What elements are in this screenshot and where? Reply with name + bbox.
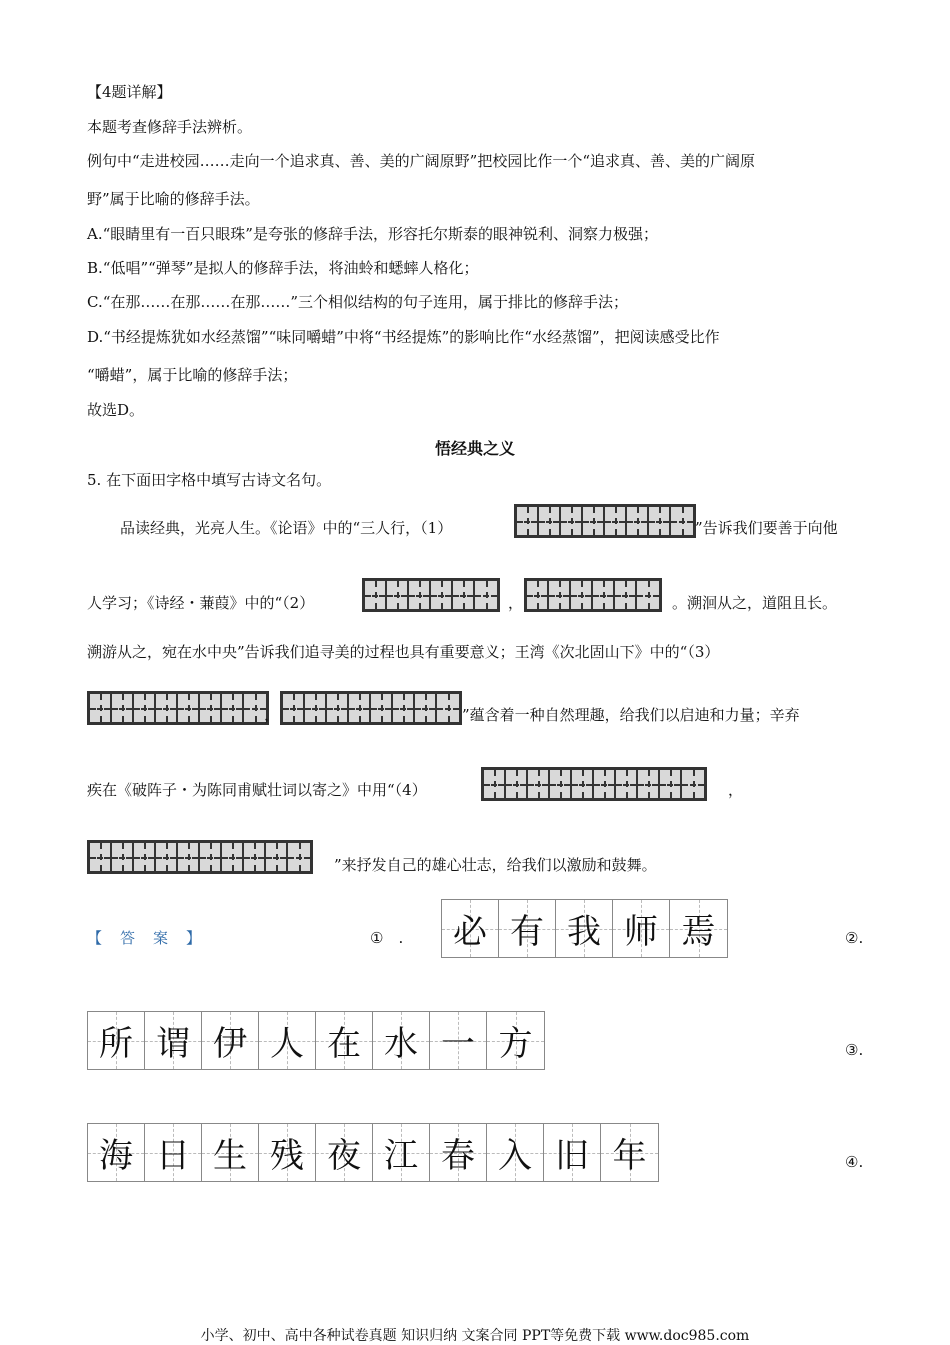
explanation-example-line1: 例句中“走进校园……走向一个追求真、善、美的广阔原野”把校园比作一个“追求真、善、美的广阔原 bbox=[87, 152, 756, 170]
answer-character: 残 bbox=[270, 1136, 304, 1176]
answer-marker-3: ③. bbox=[845, 1041, 864, 1059]
blank-cell bbox=[475, 581, 497, 609]
question-p1a: 品读经典，光亮人生。《论语》中的“三人行，（1） bbox=[120, 519, 453, 537]
answer-cell bbox=[145, 1012, 202, 1069]
answer-grid-2 bbox=[87, 1011, 545, 1070]
option-b: B.“低唱”“弹琴”是拟人的修辞手法，将油蛉和蟋蟀人格化； bbox=[87, 259, 479, 277]
blank-cell bbox=[671, 507, 693, 535]
answer-cell bbox=[556, 900, 613, 957]
answer-cell bbox=[430, 1012, 487, 1069]
question-p1b: ”告诉我们要善于向他 bbox=[695, 519, 838, 537]
blank-cell bbox=[305, 694, 327, 722]
answer-character: 在 bbox=[327, 1024, 361, 1064]
answer-label: 【答案】 bbox=[87, 929, 220, 947]
blank-cell bbox=[349, 694, 371, 722]
answer-character: 生 bbox=[213, 1136, 247, 1176]
question-p2-comma: ， bbox=[508, 594, 524, 612]
blank-cell bbox=[409, 581, 431, 609]
section-heading: 悟经典之义 bbox=[434, 439, 515, 458]
blank-cell bbox=[484, 770, 506, 798]
answer-cell bbox=[373, 1124, 430, 1181]
blank-cell bbox=[638, 770, 660, 798]
blank-grid-4a bbox=[481, 767, 707, 801]
blank-cell bbox=[387, 581, 409, 609]
blank-cell bbox=[561, 507, 583, 535]
blank-cell bbox=[660, 770, 682, 798]
blank-cell bbox=[550, 770, 572, 798]
answer-cell bbox=[202, 1012, 259, 1069]
answer-character: 伊 bbox=[213, 1024, 247, 1064]
question-p3: 溯游从之，宛在水中央”告诉我们追寻美的过程也具有重要意义；王湾《次北固山下》中的“（3） bbox=[87, 643, 720, 661]
blank-cell bbox=[90, 694, 112, 722]
option-c: C.“在那……在那……在那……”三个相似结构的句子连用，属于排比的修辞手法； bbox=[87, 293, 629, 311]
blank-cell bbox=[134, 694, 156, 722]
answer-cell bbox=[487, 1124, 544, 1181]
answer-character: 水 bbox=[384, 1024, 418, 1064]
blank-cell bbox=[549, 581, 571, 609]
blank-cell bbox=[437, 694, 459, 722]
answer-cell bbox=[202, 1124, 259, 1181]
answer-cell bbox=[259, 1012, 316, 1069]
blank-cell bbox=[288, 843, 310, 871]
blank-cell bbox=[283, 694, 305, 722]
blank-cell bbox=[365, 581, 387, 609]
blank-cell bbox=[178, 843, 200, 871]
answer-grid-3 bbox=[87, 1123, 659, 1182]
answer-marker-1: ① . bbox=[370, 929, 404, 947]
answer-cell bbox=[259, 1124, 316, 1181]
answer-cell bbox=[88, 1012, 145, 1069]
blank-cell bbox=[327, 694, 349, 722]
question-p6b: ”来抒发自己的雄心壮志，给我们以激励和鼓舞。 bbox=[334, 856, 657, 874]
blank-grid-1 bbox=[514, 504, 696, 538]
explanation-title: 【4题详解】 bbox=[87, 83, 172, 101]
question-prompt: 5. 在下面田字格中填写古诗文名句。 bbox=[87, 471, 332, 489]
answer-character: 师 bbox=[624, 912, 658, 952]
question-p2a: 人学习；《诗经・蒹葭》中的“（2） bbox=[87, 594, 315, 612]
answer-character: 焉 bbox=[681, 912, 716, 952]
blank-cell bbox=[178, 694, 200, 722]
blank-cell bbox=[615, 581, 637, 609]
answer-cell bbox=[613, 900, 670, 957]
answer-character: 一 bbox=[441, 1024, 475, 1064]
option-d-line1: D.“书经提炼犹如水经蒸馏”“味同嚼蜡”中将“书经提炼”的影响比作“水经蒸馏”，把阅读感受比作 bbox=[87, 328, 720, 346]
blank-cell bbox=[528, 770, 550, 798]
answer-cell bbox=[544, 1124, 601, 1181]
answer-character: 夜 bbox=[327, 1136, 361, 1176]
blank-cell bbox=[266, 843, 288, 871]
explanation-example-line2: 野”属于比喻的修辞手法。 bbox=[87, 190, 260, 208]
question-p4-comma: ， bbox=[264, 706, 280, 724]
answer-cell bbox=[487, 1012, 544, 1069]
blank-cell bbox=[112, 694, 134, 722]
blank-grid-3b bbox=[280, 691, 462, 725]
blank-cell bbox=[539, 507, 561, 535]
answer-character: 入 bbox=[498, 1136, 532, 1176]
blank-cell bbox=[200, 694, 222, 722]
blank-cell bbox=[415, 694, 437, 722]
blank-cell bbox=[506, 770, 528, 798]
blank-cell bbox=[244, 694, 266, 722]
answer-cell bbox=[601, 1124, 658, 1181]
blank-grid-4b bbox=[87, 840, 313, 874]
answer-character: 有 bbox=[510, 912, 544, 952]
question-p2b: 。溯洄从之，道阻且长。 bbox=[672, 594, 838, 612]
answer-cell bbox=[499, 900, 556, 957]
blank-cell bbox=[156, 843, 178, 871]
blank-cell bbox=[222, 694, 244, 722]
blank-cell bbox=[616, 770, 638, 798]
blank-cell bbox=[572, 770, 594, 798]
blank-cell bbox=[527, 581, 549, 609]
blank-cell bbox=[393, 694, 415, 722]
explanation-intro: 本题考查修辞手法辨析。 bbox=[87, 118, 253, 136]
answer-cell bbox=[88, 1124, 145, 1181]
answer-character: 人 bbox=[270, 1024, 304, 1064]
answer-cell bbox=[442, 900, 499, 957]
blank-cell bbox=[571, 581, 593, 609]
blank-cell bbox=[637, 581, 659, 609]
question-p5a: 疾在《破阵子・为陈同甫赋壮词以寄之》中用“（4） bbox=[87, 781, 427, 799]
answer-character: 方 bbox=[498, 1024, 533, 1064]
answer-cell bbox=[430, 1124, 487, 1181]
answer-marker-2: ②. bbox=[845, 929, 864, 947]
answer-grid-1 bbox=[441, 899, 728, 958]
answer-marker-4: ④. bbox=[845, 1153, 864, 1171]
answer-cell bbox=[373, 1012, 430, 1069]
blank-cell bbox=[112, 843, 134, 871]
blank-cell bbox=[605, 507, 627, 535]
answer-character: 年 bbox=[612, 1136, 647, 1176]
blank-cell bbox=[594, 770, 616, 798]
answer-cell bbox=[145, 1124, 202, 1181]
blank-cell bbox=[156, 694, 178, 722]
conclusion: 故选D。 bbox=[87, 401, 145, 419]
answer-character: 我 bbox=[567, 912, 601, 952]
question-p5-comma: ， bbox=[728, 781, 744, 799]
answer-character: 所 bbox=[99, 1024, 133, 1064]
answer-character: 海 bbox=[99, 1136, 133, 1176]
blank-cell bbox=[593, 581, 615, 609]
answer-character: 谓 bbox=[156, 1024, 190, 1064]
blank-grid-2b bbox=[524, 578, 662, 612]
answer-cell bbox=[316, 1012, 373, 1069]
blank-grid-2a bbox=[362, 578, 500, 612]
blank-grid-3a bbox=[87, 691, 269, 725]
answer-character: 江 bbox=[384, 1136, 418, 1176]
blank-cell bbox=[627, 507, 649, 535]
blank-cell bbox=[222, 843, 244, 871]
blank-cell bbox=[682, 770, 704, 798]
blank-cell bbox=[583, 507, 605, 535]
blank-cell bbox=[431, 581, 453, 609]
answer-character: 日 bbox=[156, 1136, 190, 1176]
answer-cell bbox=[316, 1124, 373, 1181]
blank-cell bbox=[200, 843, 222, 871]
answer-cell bbox=[670, 900, 727, 957]
option-d-line2: “嚼蜡”，属于比喻的修辞手法； bbox=[87, 366, 298, 384]
blank-cell bbox=[244, 843, 266, 871]
blank-cell bbox=[371, 694, 393, 722]
blank-cell bbox=[453, 581, 475, 609]
answer-character: 旧 bbox=[555, 1136, 589, 1176]
blank-cell bbox=[134, 843, 156, 871]
blank-cell bbox=[90, 843, 112, 871]
blank-cell bbox=[517, 507, 539, 535]
blank-cell bbox=[649, 507, 671, 535]
footer-ad: 小学、初中、高中各种试卷真题 知识归纳 文案合同 PPT等免费下载 www.doc985.com bbox=[200, 1328, 750, 1344]
answer-character: 必 bbox=[453, 912, 487, 952]
question-p4b: ”蕴含着一种自然理趣，给我们以启迪和力量；辛弃 bbox=[462, 706, 800, 724]
option-a: A.“眼睛里有一百只眼珠”是夸张的修辞手法，形容托尔斯泰的眼神锐利、洞察力极强； bbox=[87, 225, 658, 243]
answer-character: 春 bbox=[441, 1136, 475, 1176]
